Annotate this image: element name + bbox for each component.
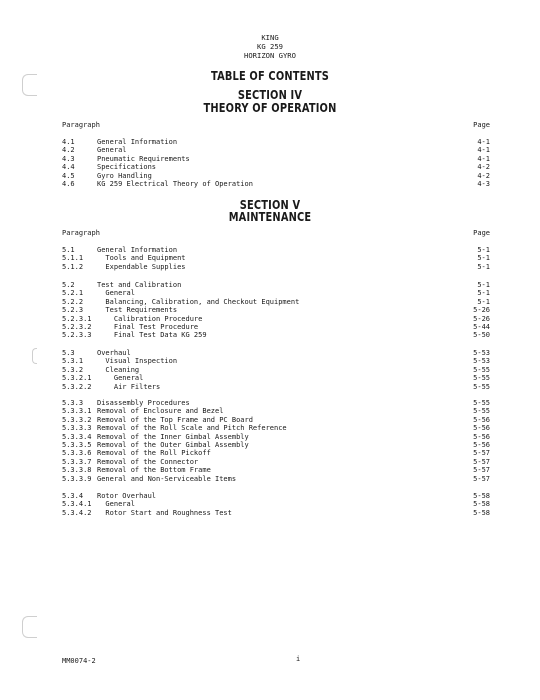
section5-entry bbox=[62, 399, 490, 407]
entry-title: Visual Inspection bbox=[97, 357, 178, 366]
page-reference: 5-55 bbox=[473, 382, 490, 391]
paragraph-number: 4.5 bbox=[62, 171, 75, 180]
paragraph-number: 5.3.3 bbox=[62, 399, 84, 407]
page-reference: 5-26 bbox=[473, 306, 490, 315]
entry-title: Cleaning bbox=[97, 365, 140, 374]
section5-entry bbox=[62, 466, 490, 474]
entry-title: Test and Calibration bbox=[97, 281, 182, 289]
paragraph-number: 5.2.3.2 bbox=[62, 323, 92, 331]
section5-entry bbox=[62, 374, 490, 382]
entry-title: Final Test Procedure bbox=[97, 323, 199, 331]
entry-title: Removal of the Outer Gimbal Assembly bbox=[97, 441, 249, 449]
entry-title: Disassembly Procedures bbox=[97, 399, 190, 407]
document-number: MM0074-2 bbox=[62, 657, 96, 665]
page-reference: 5-55 bbox=[473, 399, 490, 407]
page-reference: 5-1 bbox=[477, 289, 490, 298]
entry-title: KG 259 Electrical Theory of Operation bbox=[97, 180, 253, 188]
section4-entry bbox=[62, 172, 490, 180]
page-reference: 5-55 bbox=[473, 407, 490, 416]
page-reference: 5-53 bbox=[473, 357, 490, 366]
paragraph-number: 5.3.3.9 bbox=[62, 474, 92, 483]
section4-paragraph-label: Paragraph bbox=[62, 121, 100, 129]
paragraph-number: 4.4 bbox=[62, 163, 75, 172]
page-reference: 5-1 bbox=[477, 246, 490, 254]
page-number: i bbox=[296, 655, 301, 663]
paragraph-number: 5.3.3.8 bbox=[62, 466, 92, 475]
paragraph-number: 5.3.3.5 bbox=[62, 441, 92, 449]
entry-title: Removal of the Roll Pickoff bbox=[97, 449, 211, 458]
entry-title: Removal of the Connector bbox=[97, 457, 199, 466]
section5-entry bbox=[62, 306, 490, 314]
page-reference: 5-1 bbox=[477, 297, 490, 306]
paragraph-number: 5.3.1 bbox=[62, 357, 84, 366]
section5-entry bbox=[62, 458, 490, 466]
paragraph-number: 5.1 bbox=[62, 246, 75, 254]
page-reference: 5-55 bbox=[473, 365, 490, 374]
page-reference: 5-57 bbox=[473, 449, 490, 458]
paragraph-number: 5.2.3.3 bbox=[62, 331, 92, 340]
page-reference: 5-26 bbox=[473, 314, 490, 323]
header-line-2: KG 259 bbox=[257, 42, 283, 51]
paragraph-number: 5.3.4 bbox=[62, 492, 84, 500]
entry-title: Rotor Overhaul bbox=[97, 492, 157, 500]
entry-title: Pneumatic Requirements bbox=[97, 154, 190, 163]
entry-title: General Information bbox=[97, 138, 178, 146]
paragraph-number: 5.3.4.1 bbox=[62, 500, 92, 509]
entry-title: Removal of the Inner Gimbal Assembly bbox=[97, 432, 249, 441]
page-reference: 5-58 bbox=[473, 492, 490, 500]
section4-page-label: Page bbox=[473, 121, 490, 129]
page-reference: 5-56 bbox=[473, 441, 490, 449]
page-reference: 5-44 bbox=[473, 323, 490, 331]
section5-entry bbox=[62, 441, 490, 449]
header-line-1: KING bbox=[261, 33, 279, 42]
section5-entry bbox=[62, 281, 490, 289]
section5-entry bbox=[62, 357, 490, 365]
entry-title: Removal of the Roll Scale and Pitch Reference bbox=[97, 424, 287, 433]
section5-title: SECTION V bbox=[239, 198, 301, 212]
entry-title: Tools and Equipment bbox=[97, 254, 186, 263]
paragraph-number: 4.1 bbox=[62, 138, 75, 146]
section5-entry bbox=[62, 246, 490, 254]
paragraph-number: 5.3.2.1 bbox=[62, 374, 92, 383]
entry-title: Expendable Supplies bbox=[97, 262, 186, 271]
paragraph-number: 5.2.3 bbox=[62, 306, 84, 315]
paragraph-number: 5.2.3.1 bbox=[62, 314, 92, 323]
section5-page-label: Page bbox=[473, 229, 490, 237]
binder-hole-top bbox=[22, 74, 37, 96]
section4-entry bbox=[62, 138, 490, 146]
entry-title: Final Test Data KG 259 bbox=[97, 331, 207, 340]
section4-entry bbox=[62, 146, 490, 154]
paragraph-number: 5.3 bbox=[62, 349, 75, 357]
toc-title: TABLE OF CONTENTS bbox=[210, 69, 330, 83]
paragraph-number: 4.6 bbox=[62, 180, 75, 188]
entry-title: Removal of the Top Frame and PC Board bbox=[97, 415, 253, 424]
entry-title: General bbox=[97, 374, 144, 383]
section5-entry bbox=[62, 254, 490, 262]
entry-title: General bbox=[97, 146, 127, 155]
page-reference: 5-58 bbox=[473, 500, 490, 509]
page-reference: 4-1 bbox=[477, 154, 490, 163]
paragraph-number: 5.2 bbox=[62, 281, 75, 289]
page-reference: 5-1 bbox=[477, 254, 490, 263]
section5-entry bbox=[62, 383, 490, 391]
section5-entry bbox=[62, 449, 490, 457]
section4-subtitle: THEORY OF OPERATION bbox=[203, 101, 337, 115]
entry-title: Calibration Procedure bbox=[97, 314, 203, 323]
page-reference: 5-57 bbox=[473, 474, 490, 483]
paragraph-number: 4.3 bbox=[62, 154, 75, 163]
entry-title: Specifications bbox=[97, 163, 157, 172]
page-reference: 5-55 bbox=[473, 374, 490, 383]
paragraph-number: 5.3.4.2 bbox=[62, 508, 92, 517]
entry-title: General Information bbox=[97, 246, 178, 254]
entry-title: Gyro Handling bbox=[97, 171, 152, 180]
section4-title: SECTION IV bbox=[237, 88, 303, 102]
paragraph-number: 5.3.3.6 bbox=[62, 449, 92, 458]
entry-title: General and Non-Serviceable Items bbox=[97, 474, 237, 483]
section5-entry bbox=[62, 263, 490, 271]
section5-entry bbox=[62, 475, 490, 483]
section5-entry bbox=[62, 315, 490, 323]
entry-title: General bbox=[97, 289, 135, 298]
paragraph-number: 5.3.3.1 bbox=[62, 407, 92, 416]
page-reference: 5-1 bbox=[477, 281, 490, 289]
paragraph-number: 5.3.3.2 bbox=[62, 415, 92, 424]
paragraph-number: 4.2 bbox=[62, 146, 75, 155]
paragraph-number: 5.3.3.7 bbox=[62, 457, 92, 466]
paragraph-number: 5.3.2.2 bbox=[62, 382, 92, 391]
section5-entry bbox=[62, 298, 490, 306]
page-reference: 5-56 bbox=[473, 424, 490, 433]
section5-entry bbox=[62, 331, 490, 339]
entry-title: Air Filters bbox=[97, 382, 161, 391]
paragraph-number: 5.2.1 bbox=[62, 289, 84, 298]
paragraph-number: 5.1.1 bbox=[62, 254, 84, 263]
section4-entry bbox=[62, 180, 490, 188]
page-reference: 5-53 bbox=[473, 349, 490, 357]
page-reference: 5-57 bbox=[473, 466, 490, 475]
section5-entry bbox=[62, 492, 490, 500]
page-reference: 5-50 bbox=[473, 331, 490, 340]
section5-entry bbox=[62, 366, 490, 374]
binder-hole-middle bbox=[32, 348, 37, 364]
page-reference: 4-2 bbox=[477, 171, 490, 180]
section5-entry bbox=[62, 433, 490, 441]
entry-title: Balancing, Calibration, and Checkout Equipment bbox=[97, 297, 300, 306]
paragraph-number: 5.3.3.3 bbox=[62, 424, 92, 433]
entry-title: Removal of the Bottom Frame bbox=[97, 466, 211, 475]
section5-subtitle: MAINTENANCE bbox=[228, 210, 312, 224]
entry-title: Overhaul bbox=[97, 349, 131, 357]
section5-entry bbox=[62, 289, 490, 297]
binder-hole-bottom bbox=[22, 616, 37, 638]
header-line-3: HORIZON GYRO bbox=[244, 51, 296, 60]
entry-title: Test Requirements bbox=[97, 306, 178, 315]
paragraph-number: 5.1.2 bbox=[62, 262, 84, 271]
section5-entry bbox=[62, 323, 490, 331]
page-reference: 4-2 bbox=[477, 163, 490, 172]
page-reference: 5-57 bbox=[473, 457, 490, 466]
entry-title: Rotor Start and Roughness Test bbox=[97, 508, 232, 517]
page-reference: 5-1 bbox=[477, 262, 490, 271]
section5-entry bbox=[62, 349, 490, 357]
paragraph-number: 5.3.2 bbox=[62, 365, 84, 374]
page-reference: 5-56 bbox=[473, 415, 490, 424]
page-reference: 4-1 bbox=[477, 146, 490, 155]
section5-entry bbox=[62, 509, 490, 517]
section5-entry bbox=[62, 424, 490, 432]
page-reference: 5-58 bbox=[473, 508, 490, 517]
paragraph-number: 5.2.2 bbox=[62, 297, 84, 306]
section5-entry bbox=[62, 416, 490, 424]
page-reference: 4-1 bbox=[477, 138, 490, 146]
section5-entry bbox=[62, 500, 490, 508]
entry-title: Removal of Enclosure and Bezel bbox=[97, 407, 224, 416]
paragraph-number: 5.3.3.4 bbox=[62, 432, 92, 441]
section5-paragraph-label: Paragraph bbox=[62, 229, 100, 237]
entry-title: General bbox=[97, 500, 135, 509]
page-reference: 4-3 bbox=[477, 180, 490, 188]
section4-entry bbox=[62, 155, 490, 163]
section4-entry bbox=[62, 163, 490, 171]
section5-entry bbox=[62, 407, 490, 415]
page-reference: 5-56 bbox=[473, 432, 490, 441]
